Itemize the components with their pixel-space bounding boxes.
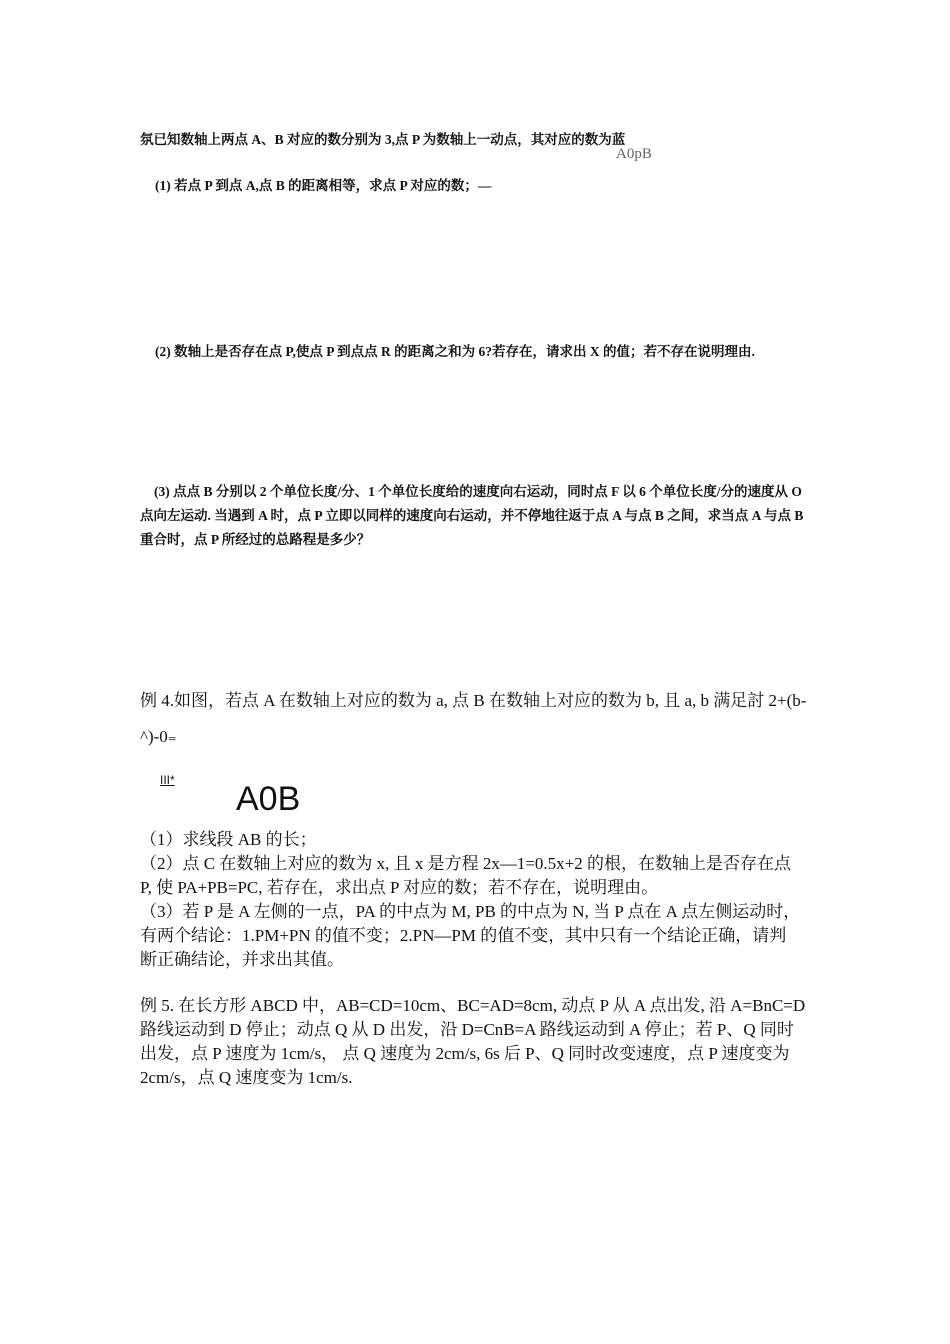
ex5-line: 例 5. 在长方形 ABCD 中，AB=CD=10cm、BC=AD=8cm, 动点 P 从 A 点出发, 沿 A=BnC=D bbox=[140, 996, 806, 1015]
ex3-q3-line: 重合时，点 P 所经过的总路程是多少？ bbox=[140, 532, 371, 547]
ex4-figure-mark: III* bbox=[160, 773, 175, 787]
ex4-line-2: ^)-0₌ bbox=[140, 727, 177, 746]
ex3-q3-line: 点向左运动. 当遇到 A 时，点 P 立即以同样的速度向右运动，并不停地往返于点 A 与点 B 之间，求当点 A 与点 B bbox=[140, 508, 804, 523]
ex5-line: 2cm/s，点 Q 速度变为 1cm/s. bbox=[140, 1068, 353, 1087]
ex3-question-3 bbox=[140, 480, 880, 552]
ex3-number-line-label: A0pB bbox=[616, 146, 652, 162]
ex3-question-1: (1) 若点 P 到点 A,点 B 的距离相等，求点 P 对应的数；— bbox=[155, 178, 492, 193]
ex4-line-1: 例 4.如图，若点 A 在数轴上对应的数为 a, 点 B 在数轴上对应的数为 b, 且 a, b 满足討 2+(b- bbox=[140, 691, 807, 710]
ex4-number-line-label: A0B bbox=[236, 780, 301, 818]
ex4-q3-line: 断正确结论，并求出其值。 bbox=[140, 950, 344, 969]
ex3-intro: 氛已知数轴上两点 A、B 对应的数分别为 3,点 P 为数轴上一动点，其对应的数为蓝 bbox=[140, 132, 626, 147]
ex4-q2-line: P, 使 PA+PB=PC, 若存在，求出点 P 对应的数；若不存在，说明理由。 bbox=[140, 878, 659, 897]
ex4-question-1: （1）求线段 AB 的长； bbox=[140, 830, 317, 849]
ex4-q3-line: 有两个结论：1.PM+PN 的值不变；2.PN—PM 的值不变，其中只有一个结论正确，请判 bbox=[140, 926, 787, 945]
ex5-problem bbox=[140, 994, 880, 1090]
ex5-line: 路线运动到 D 停止；动点 Q 从 D 出发，沿 D=CnB=A 路线运动到 A 停止；若 P、Q 同时 bbox=[140, 1020, 794, 1039]
ex3-q3-line: (3) 点点 B 分别以 2 个单位长度/分、1 个单位长度给的速度向右运动，同时点 F 以 6 个单位长度/分的速度从 O bbox=[154, 484, 802, 499]
ex4-q2-line: （2）点 C 在数轴上对应的数为 x, 且 x 是方程 2x—1=0.5x+2 的根，在数轴上是否存在点 bbox=[140, 854, 792, 873]
ex5-line: 出发，点 P 速度为 1cm/s， 点 Q 速度为 2cm/s, 6s 后 P、Q 同时改变速度，点 P 速度变为 bbox=[140, 1044, 790, 1063]
ex4-questions bbox=[140, 828, 880, 972]
ex4-q3-line: （3）若 P 是 A 左侧的一点，PA 的中点为 M, PB 的中点为 N, 当 P 点在 A 点左侧运动时， bbox=[140, 902, 801, 921]
ex3-question-2: (2) 数轴上是否存在点 P,使点 P 到点点 R 的距离之和为 6?若存在，请求出 X 的值；若不存在说明理由. bbox=[155, 344, 755, 359]
